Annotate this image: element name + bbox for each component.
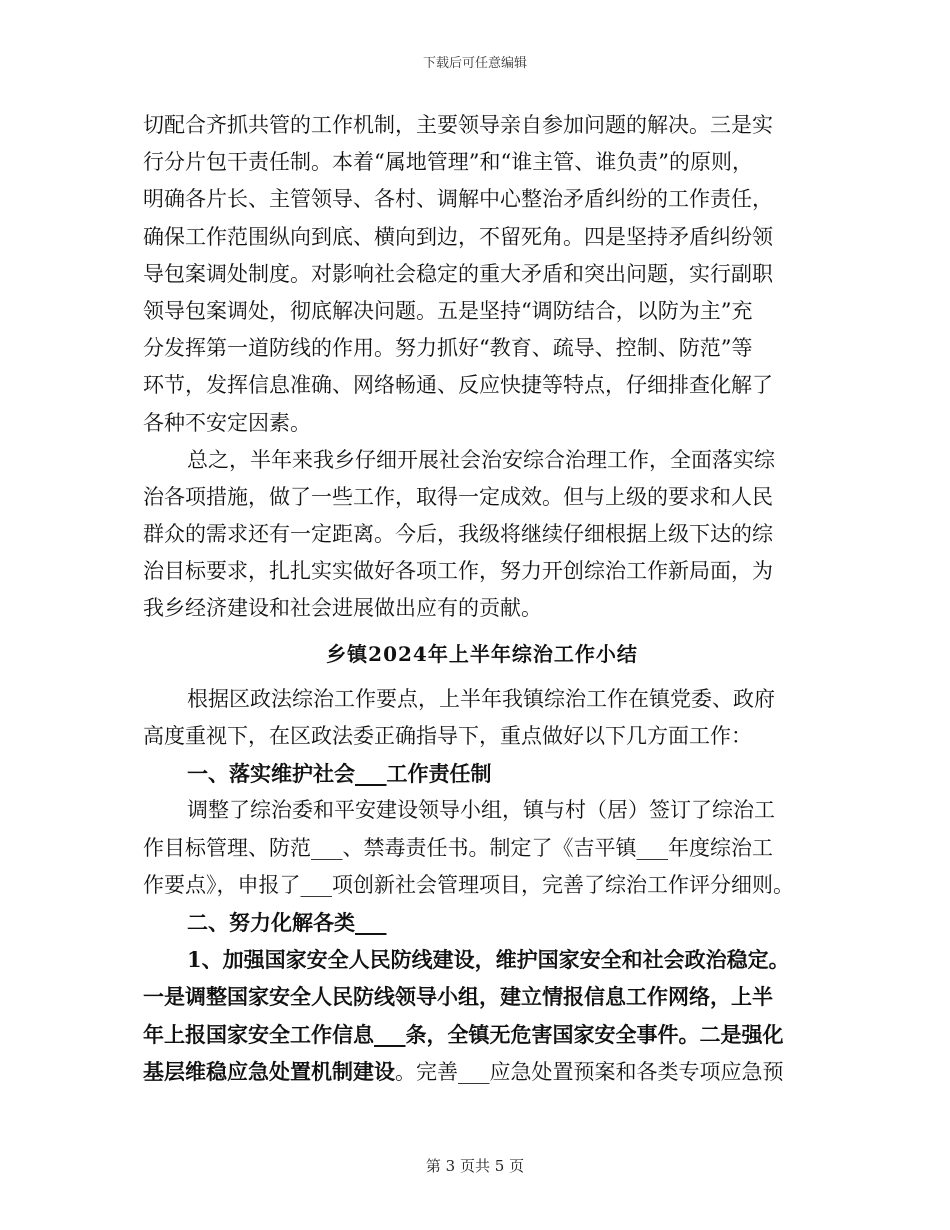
- text-line: 年上报国家安全工作信息___条，全镇无危害国家安全事件。二是强化: [143, 1021, 784, 1047]
- text-line: 分发挥第一道防线的作用。努力抓好“教育、疏导、控制、防范”等: [143, 336, 753, 361]
- text-line: 1、加强国家安全人民防线建设，维护国家安全和社会政治稳定。: [187, 947, 790, 973]
- section-title: 乡镇2024年上半年综治工作小结: [326, 641, 638, 666]
- paragraph-4: [143, 792, 821, 904]
- bold-run: 基层维稳应急处置机制建设: [143, 1058, 395, 1084]
- text-line: 导包案调处制度。对影响社会稳定的重大矛盾和突出问题，实行副职: [143, 261, 773, 286]
- text-line: 确保工作范围纵向到底、横向到边，不留死角。四是坚持矛盾纠纷领: [143, 224, 773, 249]
- text-line: 根据区政法综治工作要点，上半年我镇综治工作在镇党委、政府: [187, 686, 775, 711]
- paragraph-1: [143, 107, 821, 442]
- paragraph-3: [143, 681, 821, 755]
- text-line: 我乡经济建设和社会进展做出应有的贡献。: [143, 596, 542, 621]
- subheading-1: 一、落实维护社会___工作责任制: [187, 761, 492, 787]
- page-header-note: 下载后可任意编辑: [422, 56, 527, 71]
- text-line: 一是调整国家安全人民防线领导小组，建立情报信息工作网络，上半: [143, 984, 773, 1010]
- text-line: 行分片包干责任制。本着“属地管理”和“谁主管、谁负责”的原则，: [143, 150, 753, 175]
- text-line: 各种不安定因素。: [143, 410, 311, 435]
- text-line: 环节，发挥信息准确、网络畅通、反应快捷等特点，仔细排查化解了: [143, 373, 773, 398]
- paragraph-2: [143, 442, 821, 628]
- text-line: 作要点》，申报了___项创新社会管理项目，完善了综治工作评分细则。: [143, 872, 794, 897]
- normal-run: 。完善___应急处置预案和各类专项应急预: [395, 1059, 784, 1084]
- document-body: [143, 107, 821, 1090]
- text-line: 治目标要求，扎扎实实做好各项工作，努力开创综治工作新局面，为: [143, 559, 773, 584]
- text-line: 总之，半年来我乡仔细开展社会治安综合治理工作，全面落实综: [187, 447, 775, 472]
- page-number-footer: 第 3 页共 5 页: [425, 1157, 525, 1175]
- text-line: 作目标管理、防范___、禁毒责任书。制定了《吉平镇___年度综治工: [143, 835, 773, 860]
- subheading-2: 二、努力化解各类___: [187, 909, 387, 935]
- text-line: 治各项措施，做了一些工作，取得一定成效。但与上级的要求和人民: [143, 484, 773, 509]
- text-line: 调整了综治委和平安建设领导小组，镇与村（居）签订了综治工: [187, 798, 775, 823]
- text-line: 切配合齐抓共管的工作机制，主要领导亲自参加问题的解决。三是实: [143, 113, 773, 137]
- text-line: 高度重视下，在区政法委正确指导下，重点做好以下几方面工作：: [143, 724, 752, 748]
- text-line: 领导包案调处，彻底解决问题。五是坚持“调防结合，以防为主”充: [143, 298, 753, 323]
- paragraph-5: [143, 941, 821, 1090]
- text-line: 群众的需求还有一定距离。今后，我级将继续仔细根据上级下达的综: [143, 522, 773, 547]
- text-line: 明确各片长、主管领导、各村、调解中心整治矛盾纠纷的工作责任，: [143, 187, 773, 212]
- text-line-mixed: [143, 1053, 821, 1090]
